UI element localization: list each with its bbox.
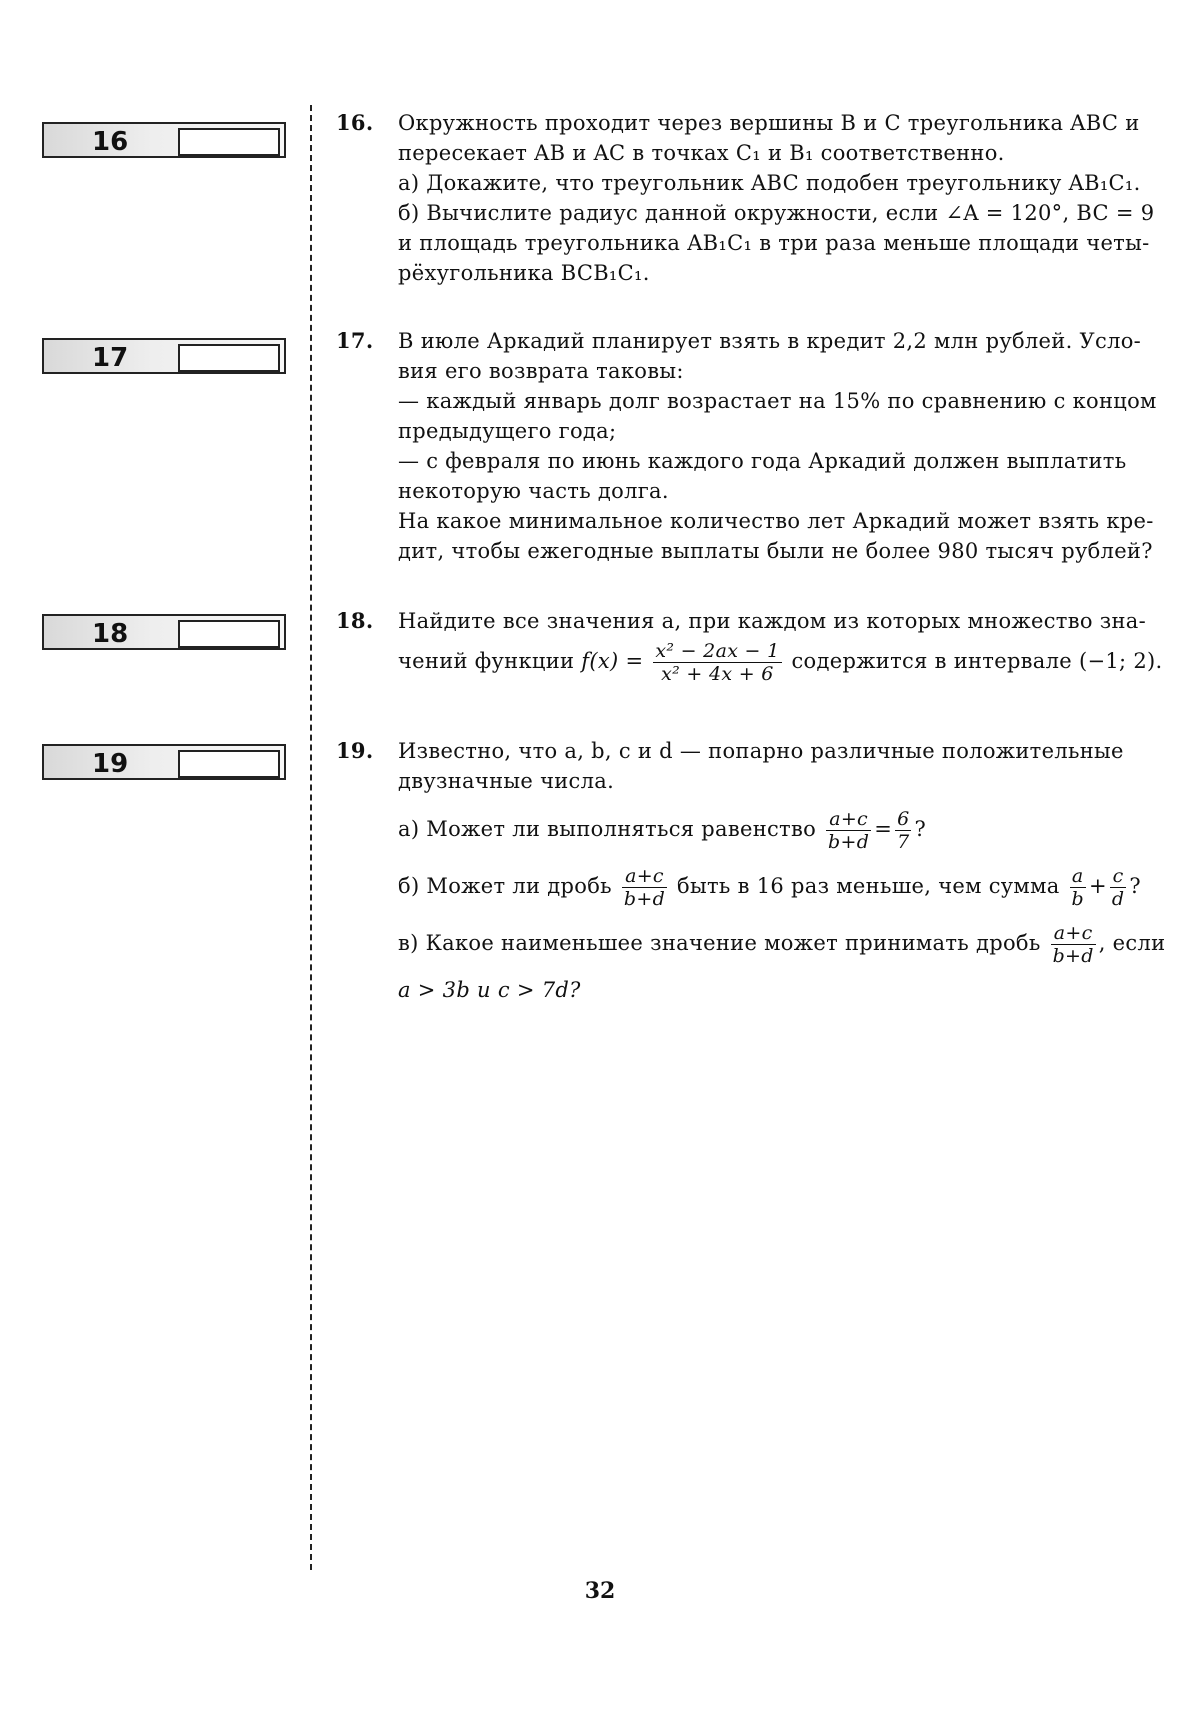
problem-line: дит, чтобы ежегодные выплаты были не более 980 тысяч рублей? [398,539,1153,563]
fraction-numerator: x² − 2ax − 1 [655,640,780,662]
problem-line: Окружность проходит через вершины B и C треугольника ABC и [398,111,1140,135]
problem-line: пересекает AB и AC в точках C₁ и B₁ соответственно. [398,141,1005,165]
problem-number: 16. [336,110,374,135]
text-fragment: быть в 16 раз меньше, чем сумма [677,874,1060,898]
problem-line: — каждый январь долг возрастает на 15% по сравнению с концом [398,389,1157,413]
text-fragment: а) Может ли выполняться равенство [398,817,817,841]
fraction-numerator: a+c [1051,922,1096,945]
problem-line: — с февраля по июнь каждого года Аркадий должен выплатить [398,449,1127,473]
problem-line: б) Вычислите радиус данной окружности, если ∠A = 120°, BC = 9 [398,201,1155,225]
answer-box-number: 18 [92,619,129,649]
problem-line: a > 3b и c > 7d? [398,978,581,1002]
problem-line-function [398,640,1186,685]
margin-cut-line [310,105,312,1570]
subquestion-a [398,808,1186,853]
fraction [1051,922,1096,967]
problem-line: вия его возврата таковы: [398,359,684,383]
equals-sign: = [874,817,893,841]
fraction-denominator: 7 [897,831,910,853]
function-label: f(x) = [581,649,644,673]
fraction-denominator: x² + 4x + 6 [661,663,774,685]
problem-line: На какое минимальное количество лет Аркадий может взять кре- [398,509,1154,533]
problem-line: и площадь треугольника AB₁C₁ в три раза меньше площади четы- [398,231,1150,255]
text-fragment: , если [1098,931,1166,955]
fraction-denominator: b+d [623,888,666,910]
subquestion-b [398,865,1186,910]
fraction-denominator: b+d [1052,945,1094,967]
text-fragment: б) Может ли дробь [398,874,612,898]
fraction-numerator: a+c [826,808,871,831]
answer-box-number: 16 [92,127,129,157]
answer-field[interactable] [178,344,280,372]
text-fragment: в) Какое наименьшее значение может принимать дробь [398,931,1041,955]
fraction-numerator: 6 [897,808,910,830]
answer-box-17 [42,338,286,374]
problem-number: 18. [336,608,374,633]
fraction-numerator: a+c [622,865,667,888]
fraction [653,640,781,685]
problem-18 [336,606,1186,685]
problem-line: рёхугольника BCB₁C₁. [398,261,650,285]
question-mark: ? [1129,874,1141,898]
fraction-denominator: b [1071,888,1084,910]
fraction [1070,865,1086,910]
problem-19 [336,736,1186,1005]
fraction [826,808,871,853]
problem-number: 19. [336,738,374,763]
answer-box-number: 19 [92,749,129,779]
fraction [895,808,911,853]
problem-line: В июле Аркадий планирует взять в кредит 2,2 млн рублей. Усло- [398,329,1142,353]
problem-line: двузначные числа. [398,769,615,793]
text-fragment: содержится в интервале (−1; 2). [791,649,1163,673]
problem-17 [336,326,1186,566]
problem-line: некоторую часть долга. [398,479,669,503]
answer-box-19 [42,744,286,780]
answer-box-number: 17 [92,343,129,373]
fraction-numerator: c [1110,865,1126,888]
answer-box-16 [42,122,286,158]
fraction-numerator: a [1070,865,1086,888]
question-mark: ? [914,817,927,841]
page-number: 32 [584,1578,616,1604]
fraction-denominator: d [1111,888,1125,910]
problem-16 [336,108,1186,288]
subquestion-c [398,922,1186,967]
text-fragment: чений функции [398,649,575,673]
problem-line: а) Докажите, что треугольник ABC подобен треугольнику AB₁C₁. [398,171,1141,195]
problem-line: Известно, что a, b, c и d — попарно различные положительные [398,739,1124,763]
answer-field[interactable] [178,750,280,778]
fraction [1110,865,1126,910]
problem-line: Найдите все значения a, при каждом из которых множество зна- [398,609,1147,633]
fraction [622,865,667,910]
problem-line: предыдущего года; [398,419,617,443]
answer-field[interactable] [178,620,280,648]
answer-box-18 [42,614,286,650]
fraction-denominator: b+d [828,831,870,853]
plus-sign: + [1088,874,1107,898]
problem-number: 17. [336,328,374,353]
answer-field[interactable] [178,128,280,156]
